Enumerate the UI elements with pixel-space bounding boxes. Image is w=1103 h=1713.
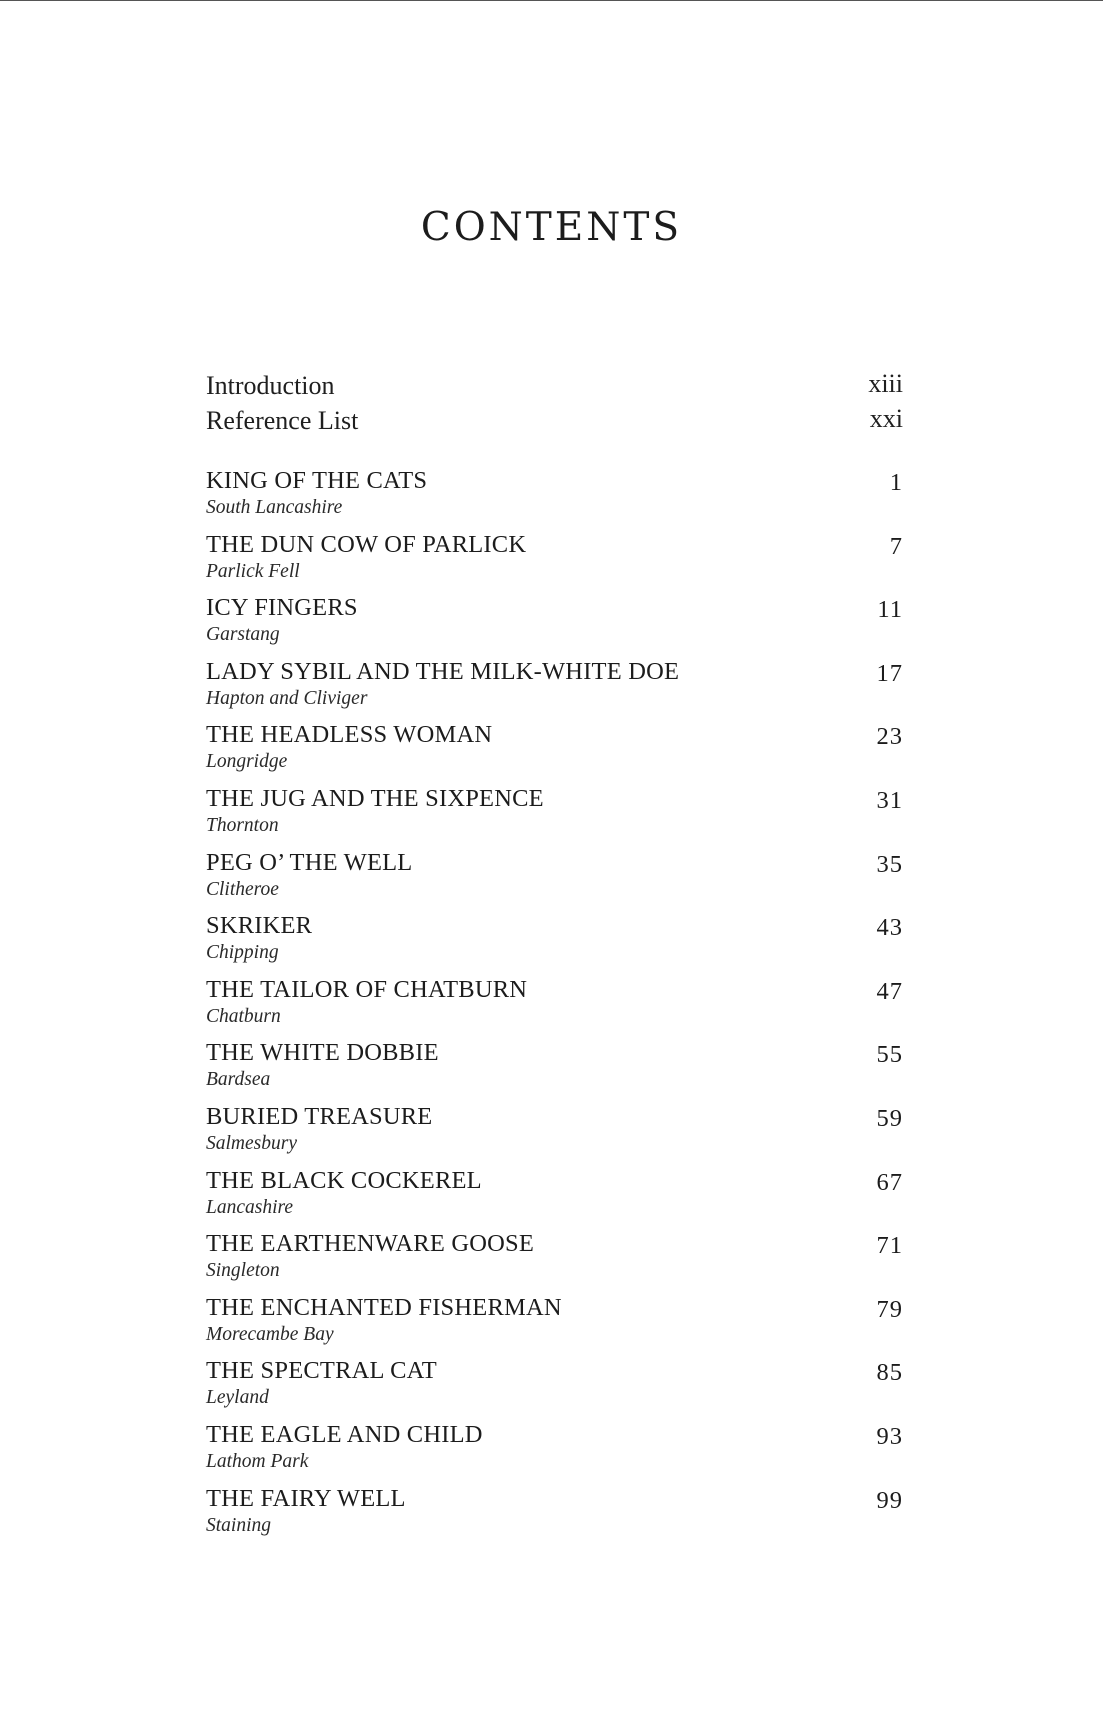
story-place: Garstang xyxy=(206,624,280,646)
story-entry[interactable] xyxy=(206,1484,903,1548)
story-title: THE WHITE DOBBIE xyxy=(206,1039,439,1067)
story-place: Bardsea xyxy=(206,1069,271,1091)
front-matter-page: xiii xyxy=(868,369,903,398)
story-title: THE FAIRY WELL xyxy=(206,1484,406,1512)
story-title: LADY SYBIL AND THE MILK-WHITE DOE xyxy=(206,657,680,685)
story-page-number: 93 xyxy=(876,1422,903,1450)
front-matter-list xyxy=(206,368,903,438)
story-place: Chatburn xyxy=(206,1005,281,1027)
story-title: ICY FINGERS xyxy=(206,594,358,622)
story-page-number: 17 xyxy=(876,659,903,687)
story-page-number: 31 xyxy=(876,786,903,814)
story-title: BURIED TREASURE xyxy=(206,1102,433,1130)
story-entry[interactable] xyxy=(206,1356,903,1420)
story-place: Singleton xyxy=(206,1260,280,1282)
story-page-number: 47 xyxy=(876,977,903,1005)
story-title: THE DUN COW OF PARLICK xyxy=(206,530,527,558)
story-title: THE EARTHENWARE GOOSE xyxy=(206,1230,534,1258)
story-entry[interactable] xyxy=(206,1166,903,1230)
story-entry[interactable] xyxy=(206,593,903,657)
story-place: Lancashire xyxy=(206,1196,294,1218)
page-title: CONTENTS xyxy=(420,205,683,250)
story-page-number: 23 xyxy=(876,723,903,751)
story-place: Hapton and Cliviger xyxy=(206,687,368,709)
story-entry[interactable] xyxy=(206,657,903,721)
story-place: Lathom Park xyxy=(206,1450,309,1472)
story-page-number: 11 xyxy=(877,596,903,624)
story-title: THE SPECTRAL CAT xyxy=(206,1357,437,1385)
story-entry[interactable] xyxy=(206,530,903,594)
story-title: THE BLACK COCKEREL xyxy=(206,1166,482,1194)
front-matter-title: Introduction xyxy=(206,371,335,400)
story-page-number: 85 xyxy=(876,1359,903,1387)
story-page-number: 55 xyxy=(876,1041,903,1069)
story-title: SKRIKER xyxy=(206,912,313,940)
top-border-rule xyxy=(0,0,1103,1)
story-place: Salmesbury xyxy=(206,1132,297,1154)
story-title: THE HEADLESS WOMAN xyxy=(206,721,493,749)
story-page-number: 35 xyxy=(876,850,903,878)
story-entry[interactable] xyxy=(206,848,903,912)
story-page-number: 43 xyxy=(876,914,903,942)
story-title: THE ENCHANTED FISHERMAN xyxy=(206,1293,562,1321)
story-place: Thornton xyxy=(206,814,279,836)
story-page-number: 1 xyxy=(889,469,903,496)
front-matter-title: Reference List xyxy=(206,406,359,435)
story-place: Clitheroe xyxy=(206,878,279,900)
story-place: Morecambe Bay xyxy=(206,1323,334,1345)
story-list xyxy=(206,466,903,1547)
story-page-number: 71 xyxy=(876,1232,903,1260)
story-place: South Lancashire xyxy=(206,497,343,518)
story-entry[interactable] xyxy=(206,975,903,1039)
story-place: Longridge xyxy=(206,751,288,773)
story-place: Chipping xyxy=(206,942,279,964)
story-title: THE TAILOR OF CHATBURN xyxy=(206,975,528,1003)
story-page-number: 7 xyxy=(889,532,903,560)
story-entry[interactable] xyxy=(206,720,903,784)
story-entry[interactable] xyxy=(206,911,903,975)
story-title: PEG O’ THE WELL xyxy=(206,848,413,876)
front-matter-entry[interactable] xyxy=(206,403,903,438)
story-entry[interactable] xyxy=(206,1293,903,1357)
story-page-number: 99 xyxy=(876,1486,903,1514)
story-entry[interactable] xyxy=(206,466,903,530)
story-place: Leyland xyxy=(206,1387,269,1409)
story-entry[interactable] xyxy=(206,1102,903,1166)
front-matter-entry[interactable] xyxy=(206,368,903,403)
story-page-number: 59 xyxy=(876,1104,903,1132)
story-place: Staining xyxy=(206,1514,272,1536)
story-entry[interactable] xyxy=(206,1038,903,1102)
story-place: Parlick Fell xyxy=(206,560,300,582)
story-entry[interactable] xyxy=(206,1229,903,1293)
front-matter-page: xxi xyxy=(869,404,903,433)
story-title: KING OF THE CATS xyxy=(206,467,428,494)
story-title: THE JUG AND THE SIXPENCE xyxy=(206,784,544,812)
story-title: THE EAGLE AND CHILD xyxy=(206,1420,483,1448)
story-entry[interactable] xyxy=(206,1420,903,1484)
story-page-number: 67 xyxy=(876,1168,903,1196)
story-page-number: 79 xyxy=(876,1295,903,1323)
story-entry[interactable] xyxy=(206,784,903,848)
